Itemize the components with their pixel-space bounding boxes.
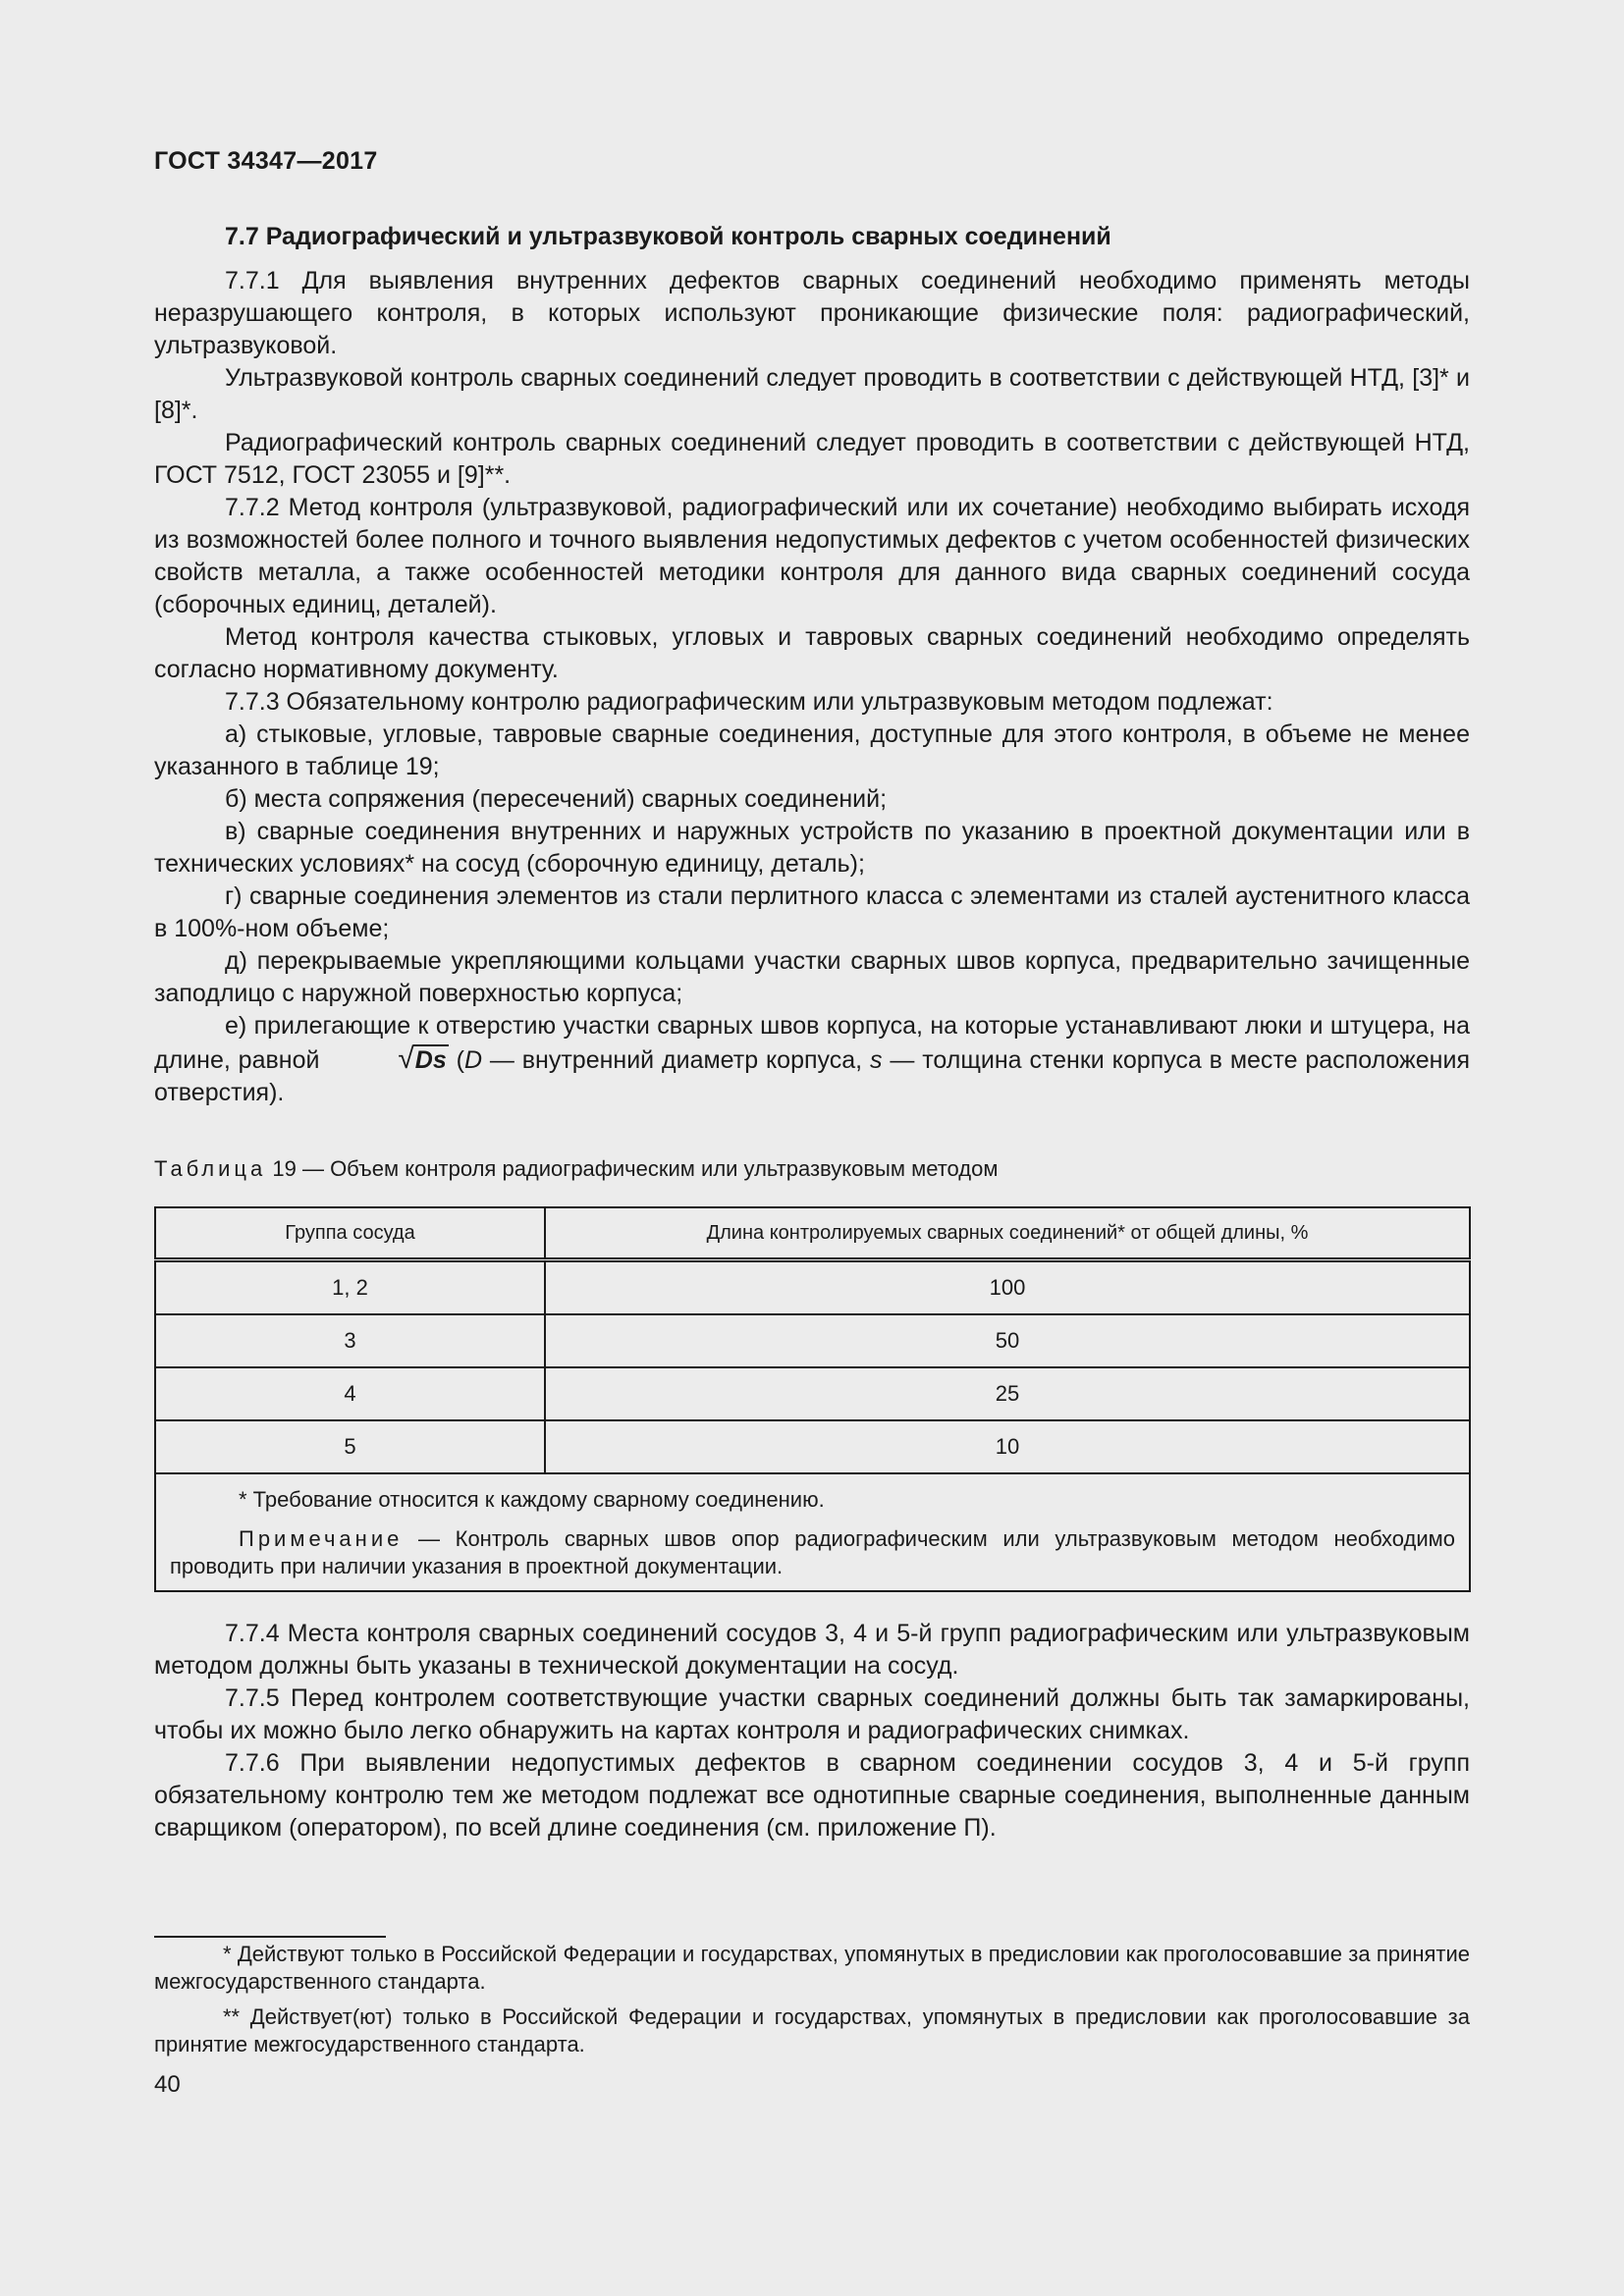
volume-table [154, 1206, 1471, 1592]
paragraph: 7.7.2 Метод контроля (ультразвуковой, радиографический или их сочетание) необходимо выбирать исходя из возможностей более полного и точного выявления недопустимых дефектов с учетом особенностей физических свойств металла, а также особенностей методики контроля для данного вида сварных соединений сосуда (сборочных единиц, деталей). [154, 494, 1470, 618]
table-note [170, 1525, 1455, 1580]
header-length: Длина контролируемых сварных соединений* от общей длины, % [545, 1207, 1470, 1260]
footnote: * Действуют только в Российской Федерации и государствах, упомянутых в предисловии как проголосовавшие за принятие межгосударственного стандарта. [154, 1942, 1470, 1994]
radicand: Ds [414, 1046, 447, 1074]
cell-length: 100 [545, 1260, 1470, 1315]
table-caption-word: Таблица [154, 1156, 267, 1181]
table-row [155, 1314, 1470, 1367]
table-footnote: * Требование относится к каждому сварному соединению. [239, 1487, 825, 1512]
var-d: D [463, 1046, 483, 1074]
paragraph: 7.7.1 Для выявления внутренних дефектов сварных соединений необходимо применять методы неразрушающего контроля, в которых используют проникающие физические поля: радиографический, ультразвуковой. [154, 267, 1470, 359]
table-caption-text: 19 — Объем контроля радиографическим или ультразвуковым методом [266, 1156, 999, 1181]
cell-group: 4 [155, 1367, 545, 1420]
paragraph: 7.7.5 Перед контролем соответствующие участки сварных соединений должны быть так замаркированы, чтобы их можно было легко обнаружить на картах контроля и радиографических снимках. [154, 1684, 1470, 1744]
section-body-continued [154, 1618, 1470, 1844]
header-vessel-group: Группа сосуда [155, 1207, 545, 1260]
note-word: Примечание [239, 1526, 404, 1551]
list-item: б) места сопряжения (пересечений) сварных соединений; [225, 785, 888, 813]
paragraph: Метод контроля качества стыковых, угловых и тавровых сварных соединений необходимо определять согласно нормативному документу. [154, 623, 1470, 683]
list-item: в) сварные соединения внутренних и наружных устройств по указанию в проектной документации или в технических условиях* на сосуд (сборочную единицу, деталь); [154, 818, 1470, 878]
table-row [155, 1367, 1470, 1420]
cell-length: 10 [545, 1420, 1470, 1473]
sqrt-formula [327, 1042, 448, 1077]
page-number: 40 [154, 2071, 181, 2098]
list-item-e [154, 1010, 1470, 1109]
page-footnotes [154, 1941, 1470, 2066]
table-notes-row [155, 1473, 1470, 1591]
cell-length: 50 [545, 1314, 1470, 1367]
radical-sign: √ [398, 1042, 414, 1075]
table-row [155, 1260, 1470, 1315]
var-s: s [869, 1046, 883, 1074]
paragraph: 7.7.3 Обязательному контролю радиографическим или ультразвуковым методом подлежат: [225, 688, 1273, 716]
section-title: 7.7 Радиографический и ультразвуковой контроль сварных соединений [225, 223, 1111, 250]
list-item: д) перекрываемые укрепляющими кольцами участки сварных швов корпуса, предварительно зачищенные заподлицо с наружной поверхностью корпуса; [154, 947, 1470, 1007]
cell-group: 3 [155, 1314, 545, 1367]
item-e-middle: — внутренний диаметр корпуса, [482, 1046, 870, 1074]
item-e-paren: ( [448, 1046, 464, 1074]
item-e-before: е) прилегающие к отверстию участки сварных швов корпуса, на которые устанавливают люки и штуцера, на длине, равной [154, 1012, 1470, 1074]
table-header-row [155, 1207, 1470, 1260]
table-notes [155, 1473, 1470, 1591]
table-row [155, 1420, 1470, 1473]
standard-header: ГОСТ 34347—2017 [154, 147, 378, 175]
cell-group: 1, 2 [155, 1260, 545, 1315]
paragraph: Ультразвуковой контроль сварных соединений следует проводить в соответствии с действующей НТД, [3]* и [8]*. [154, 364, 1470, 424]
paragraph: 7.7.4 Места контроля сварных соединений сосудов 3, 4 и 5-й групп радиографическим или ультразвуковым методом должны быть указаны в технической документации на сосуд. [154, 1620, 1470, 1680]
list-item: а) стыковые, угловые, тавровые сварные соединения, доступные для этого контроля, в объеме не менее указанного в таблице 19; [154, 721, 1470, 780]
paragraph: 7.7.6 При выявлении недопустимых дефектов в сварном соединении сосудов 3, 4 и 5-й групп обязательному контролю тем же методом подлежат все однотипные сварные соединения, выполненные данным сварщиком (оператором), по всей длине соединения (см. приложение П). [154, 1749, 1470, 1842]
note-text: — Контроль сварных швов опор радиографическим или ультразвуковым методом необходимо проводить при наличии указания в проектной документации. [170, 1526, 1455, 1578]
footnote: ** Действует(ют) только в Российской Федерации и государствах, упомянутых в предисловии как проголосовавшие за принятие межгосударственного стандарта. [154, 2004, 1470, 2056]
cell-length: 25 [545, 1367, 1470, 1420]
paragraph: Радиографический контроль сварных соединений следует проводить в соответствии с действующей НТД, ГОСТ 7512, ГОСТ 23055 и [9]**. [154, 429, 1470, 489]
list-item: г) сварные соединения элементов из стали перлитного класса с элементами из сталей аустенитного класса в 100%-ном объеме; [154, 882, 1470, 942]
section-body [154, 221, 1470, 1109]
table-caption [154, 1156, 999, 1182]
cell-group: 5 [155, 1420, 545, 1473]
item-e-after: — толщина стенки корпуса в месте расположения отверстия). [154, 1046, 1470, 1106]
footnote-separator [154, 1936, 386, 1938]
